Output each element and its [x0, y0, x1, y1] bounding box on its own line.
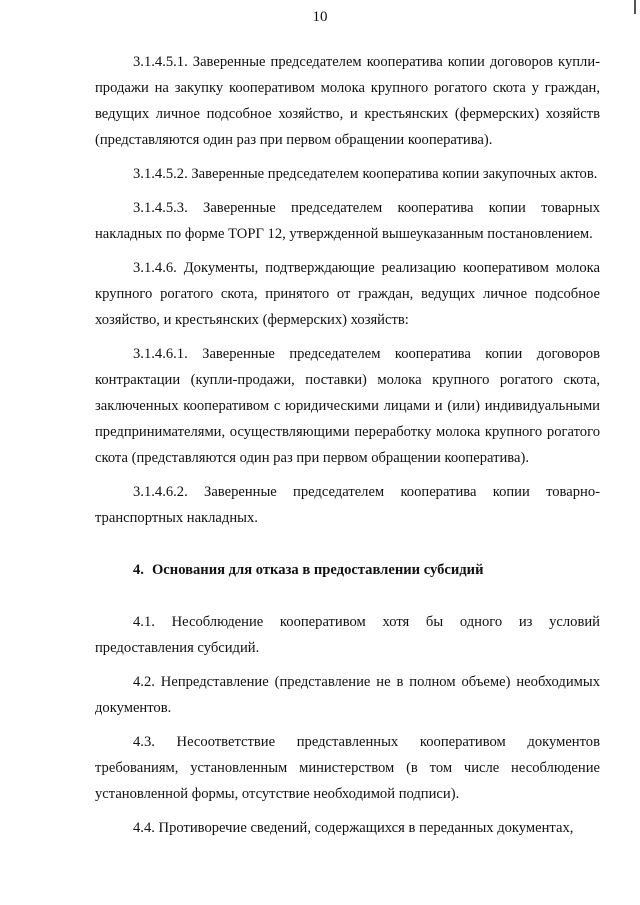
paragraph-3-1-4-5-3: 3.1.4.5.3. Заверенные председателем кооператива копии товарных накладных по форме ТОРГ 12, утвержденной вышеуказанным постановлением. [95, 200, 600, 242]
paragraph-4-3: 4.3. Несоответствие представленных кооперативом документов требованиям, установленным министерством (в том числе несоблюдение установленной формы, отсутствие необходимой подписи). [95, 734, 600, 802]
page-number: 10 [312, 9, 328, 25]
section-heading-title: Основания для отказа в предоставлении субсидий [151, 562, 484, 578]
paragraph-4-4: 4.4. Противоречие сведений, содержащихся в переданных документах, [133, 820, 574, 836]
paragraph-4-2: 4.2. Непредставление (представление не в полном объеме) необходимых документов. [95, 674, 600, 716]
section-heading-number: 4. [133, 562, 144, 578]
paragraph-3-1-4-5-2: 3.1.4.5.2. Заверенные председателем кооператива копии закупочных актов. [133, 166, 598, 182]
paragraph-3-1-4-6: 3.1.4.6. Документы, подтверждающие реализацию кооперативом молока крупного рогатого скота, принятого от граждан, ведущих личное подсобное хозяйство, и крестьянских (фермерских) хозяйств: [95, 260, 600, 328]
paragraph-3-1-4-6-2: 3.1.4.6.2. Заверенные председателем кооператива копии товарно-транспортных накладных. [95, 484, 600, 526]
paragraph-4-1: 4.1. Несоблюдение кооперативом хотя бы одного из условий предоставления субсидий. [95, 614, 600, 656]
section-heading [95, 557, 600, 583]
paragraph-3-1-4-6-1: 3.1.4.6.1. Заверенные председателем кооператива копии договоров контрактации (купли-продажи, поставки) молока крупного рогатого скота, заключенных кооперативом с юридическими лицами и (или) индивидуальными предпринимателями, осуществляющими переработку молока крупного рогатого скота (представляются один раз при первом обращении кооператива). [95, 346, 600, 466]
paragraph-3-1-4-5-1: 3.1.4.5.1. Заверенные председателем кооператива копии договоров купли-продажи на закупку кооперативом молока крупного рогатого скота у граждан, ведущих личное подсобное хозяйство, и крестьянских (фермерских) хозяйств (представляются один раз при первом обращении кооператива). [95, 54, 600, 148]
document-body [95, 49, 600, 841]
